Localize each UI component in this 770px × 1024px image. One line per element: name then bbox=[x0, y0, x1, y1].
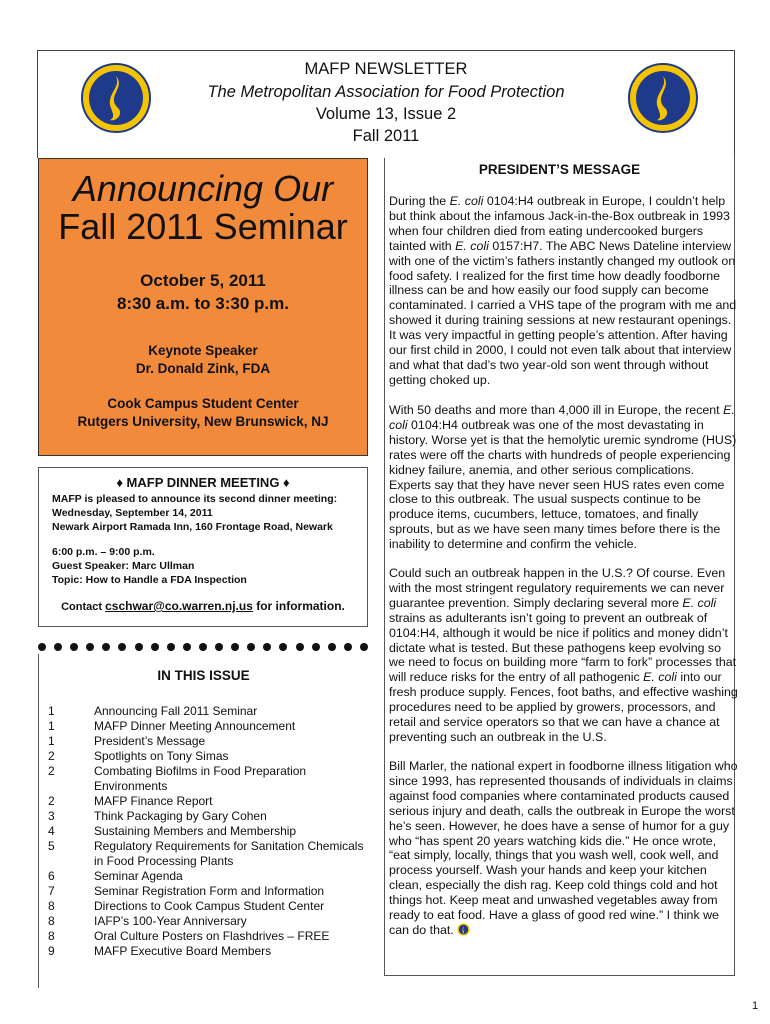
paragraph-3 bbox=[389, 566, 739, 745]
text-run: 0104:H4 outbreak was one of the most devastating in history. Worse yet is that the hemolytic uremic syndrome (HUS) rates were off the charts with hundreds of people experiencing kidney failure, anemia, and other serious complications. Experts say that they have never seen HUS rates even come close to this outbreak. The usual suspects continue to be produce items, cucumbers, lettuce, tomatoes, and finally sprouts, but as we have seen many times before there is the inability to determine and confirm the vehicle. bbox=[389, 417, 737, 552]
toc-label: Seminar Registration Form and Information bbox=[94, 884, 325, 898]
dinner-time: 6:00 p.m. – 9:00 p.m. bbox=[52, 546, 155, 558]
toc-page: 2 bbox=[48, 764, 55, 778]
mafp-logo-right bbox=[627, 62, 699, 134]
text-run: strains as adulterants isn’t going to prevent an outbreak of 0104:H4, although it would be nice if politics and money didn’t dictate what is tested. But these pathogens keep evolving so we need to focus on building more “farm to fork” processes that will reduce risks for the entry of all pathogenic bbox=[389, 610, 737, 685]
divider-dot bbox=[167, 643, 175, 651]
toc-page: 1 bbox=[48, 734, 55, 748]
divider-dot bbox=[199, 643, 207, 651]
toc-label: Announcing Fall 2011 Seminar bbox=[94, 704, 258, 718]
text-run: E. coli bbox=[455, 238, 489, 253]
toc-label: MAFP Dinner Meeting Announcement bbox=[94, 719, 296, 733]
divider-dot bbox=[102, 643, 110, 651]
toc-label: MAFP Finance Report bbox=[94, 794, 213, 808]
divider-dot bbox=[118, 643, 126, 651]
toc-page: 8 bbox=[48, 899, 55, 913]
toc-page: 4 bbox=[48, 824, 55, 838]
toc-page: 8 bbox=[48, 929, 55, 943]
toc-page: 3 bbox=[48, 809, 55, 823]
divider-dot bbox=[328, 643, 336, 651]
presidents-message-title: PRESIDENT’S MESSAGE bbox=[478, 162, 641, 177]
divider-dot bbox=[183, 643, 191, 651]
toc-label: IAFP’s 100-Year Anniversary bbox=[94, 914, 247, 928]
contact-suffix: for information. bbox=[252, 599, 345, 613]
text-run: E. coli bbox=[449, 194, 484, 208]
toc-page: 5 bbox=[48, 839, 55, 853]
text-run: With 50 deaths and more than 4,000 ill in Europe, the recent bbox=[389, 403, 724, 417]
divider-dot bbox=[344, 643, 352, 651]
newsletter-title: MAFP NEWSLETTER bbox=[304, 60, 468, 78]
toc-page: 1 bbox=[48, 719, 55, 733]
volume-issue: Volume 13, Issue 2 bbox=[315, 105, 457, 123]
contact-email-link[interactable]: cschwar@co.warren.nj.us bbox=[105, 599, 253, 613]
dinner-date: Wednesday, September 14, 2011 bbox=[52, 507, 213, 519]
text-run: During the bbox=[389, 194, 450, 208]
mafp-logo-small-icon bbox=[457, 923, 470, 936]
paragraph-1 bbox=[389, 194, 739, 388]
text-run: Could such an outbreak happen in the U.S.? Of course. Even with the most stringent regulatory requirements we can never guarantee prevention. Simply declaring several more bbox=[389, 566, 726, 610]
venue-line2: Rutgers University, New Brunswick, NJ bbox=[77, 414, 329, 429]
toc-label: Regulatory Requirements for Sanitation Chemicals in Food Processing Plants bbox=[94, 839, 364, 868]
text-run: 0157:H7. The ABC News Dateline interview with one of the victim’s fathers instantly changed my outlook on food safety. I realized for the first time how deadly foodborne illness can be and how easily our food supply can become contaminated. I carried a VHS tape of the program with me and showed it during training sessions at new restaurant openings. It was very impactful in getting people’s attention. After having our first child in 2000, I could not even talk about that interview and what that dad’s two year-old son went through without getting choked up. bbox=[389, 238, 737, 387]
toc-label: Think Packaging by Gary Cohen bbox=[94, 809, 267, 823]
seminar-announcement bbox=[38, 158, 368, 456]
divider-dot bbox=[247, 643, 255, 651]
seminar-time: 8:30 a.m. to 3:30 p.m. bbox=[117, 294, 289, 313]
toc-label: MAFP Executive Board Members bbox=[94, 944, 272, 958]
contact-prefix: Contact bbox=[61, 601, 106, 613]
dinner-speaker: Guest Speaker: Marc Ullman bbox=[52, 560, 195, 572]
presidents-message bbox=[384, 158, 738, 976]
text-run: E. coli bbox=[682, 595, 717, 610]
venue-line1: Cook Campus Student Center bbox=[107, 396, 299, 411]
issue-title: IN THIS ISSUE bbox=[157, 668, 250, 683]
divider-dot bbox=[296, 643, 304, 651]
keynote-label: Keynote Speaker bbox=[148, 343, 258, 358]
divider-dot bbox=[135, 643, 143, 651]
text-run: E. coli bbox=[643, 670, 677, 685]
dinner-location: Newark Airport Ramada Inn, 160 Frontage Road, Newark bbox=[52, 521, 333, 533]
toc-label: Seminar Agenda bbox=[94, 869, 183, 883]
keynote-name: Dr. Donald Zink, FDA bbox=[135, 361, 271, 376]
text-run: 0104:H4 outbreak in Europe, I couldn’t help but think about the infamous Jack-in-the-Box outbreak in 1993 when four children died from eating undercooked burgers tainted with bbox=[389, 194, 730, 253]
toc-page: 2 bbox=[48, 749, 55, 763]
toc-label: President’s Message bbox=[94, 734, 206, 748]
paragraph-2 bbox=[389, 403, 739, 552]
text-run: Bill Marler, the national expert in foodborne illness litigation who since 1993, has represented thousands of individuals in claims against food companies where contaminated products caused serious injury and death, calls the outbreak in Europe the worst he’s seen. However, he does have a sense of humor for a guy who “has spent 20 years watching kids die.” He once wrote, “eat simply, locally, things that you wash well, cook well, and process yourself. Wash your hands and keep your kitchen clean, especially the dish rag. Keep cold things cold and hot things hot. Keep meat and unwashed vegetables away from ready to eat food. Have a glass of good red wine.” I think we can do that. bbox=[389, 759, 738, 937]
toc-label: Oral Culture Posters on Flashdrives – FREE bbox=[94, 929, 330, 943]
toc-page: 8 bbox=[48, 914, 55, 928]
dinner-contact bbox=[39, 599, 367, 613]
dinner-meeting-box bbox=[38, 467, 368, 627]
toc-label: Sustaining Members and Membership bbox=[94, 824, 297, 838]
divider-dot bbox=[263, 643, 271, 651]
divider-dot bbox=[312, 643, 320, 651]
toc-page: 6 bbox=[48, 869, 55, 883]
toc-label: Spotlights on Tony Simas bbox=[94, 749, 229, 763]
toc-label: Directions to Cook Campus Student Center bbox=[94, 899, 325, 913]
dinner-intro: MAFP is pleased to announce its second dinner meeting: bbox=[52, 493, 338, 505]
toc-label: Combating Biofilms in Food Preparation Environments bbox=[94, 764, 307, 793]
divider-dot bbox=[70, 643, 78, 651]
toc-page: 2 bbox=[48, 794, 55, 808]
seminar-title-line1: Announcing Our bbox=[72, 168, 334, 209]
dinner-topic: Topic: How to Handle a FDA Inspection bbox=[52, 574, 247, 586]
divider-dot bbox=[54, 643, 62, 651]
divider-dot bbox=[360, 643, 368, 651]
association-name: The Metropolitan Association for Food Protection bbox=[207, 83, 565, 101]
dinner-title: ♦ MAFP DINNER MEETING ♦ bbox=[116, 475, 290, 490]
season: Fall 2011 bbox=[352, 127, 420, 145]
toc-page: 9 bbox=[48, 944, 55, 958]
divider-dot bbox=[215, 643, 223, 651]
paragraph-4 bbox=[389, 759, 739, 938]
text-run: into our fresh produce supply. Fences, foot baths, and effective washing procedures need to be applied by growers, processors, and retail and service operators so that we can have a chance at preventing such an outbreak in the U.S. bbox=[389, 670, 738, 744]
toc-page: 1 bbox=[48, 704, 55, 718]
divider-dot bbox=[151, 643, 159, 651]
divider-dot bbox=[279, 643, 287, 651]
page-number: 1 bbox=[752, 1000, 759, 1012]
divider-dot bbox=[86, 643, 94, 651]
text-run: E. coli bbox=[389, 403, 735, 432]
seminar-title-line2: Fall 2011 Seminar bbox=[58, 206, 348, 247]
seminar-date: October 5, 2011 bbox=[140, 271, 266, 290]
mafp-logo-left bbox=[80, 62, 152, 134]
divider-dot bbox=[231, 643, 239, 651]
dot-divider bbox=[38, 640, 368, 654]
toc-page: 7 bbox=[48, 884, 55, 898]
divider-dot bbox=[38, 643, 46, 651]
